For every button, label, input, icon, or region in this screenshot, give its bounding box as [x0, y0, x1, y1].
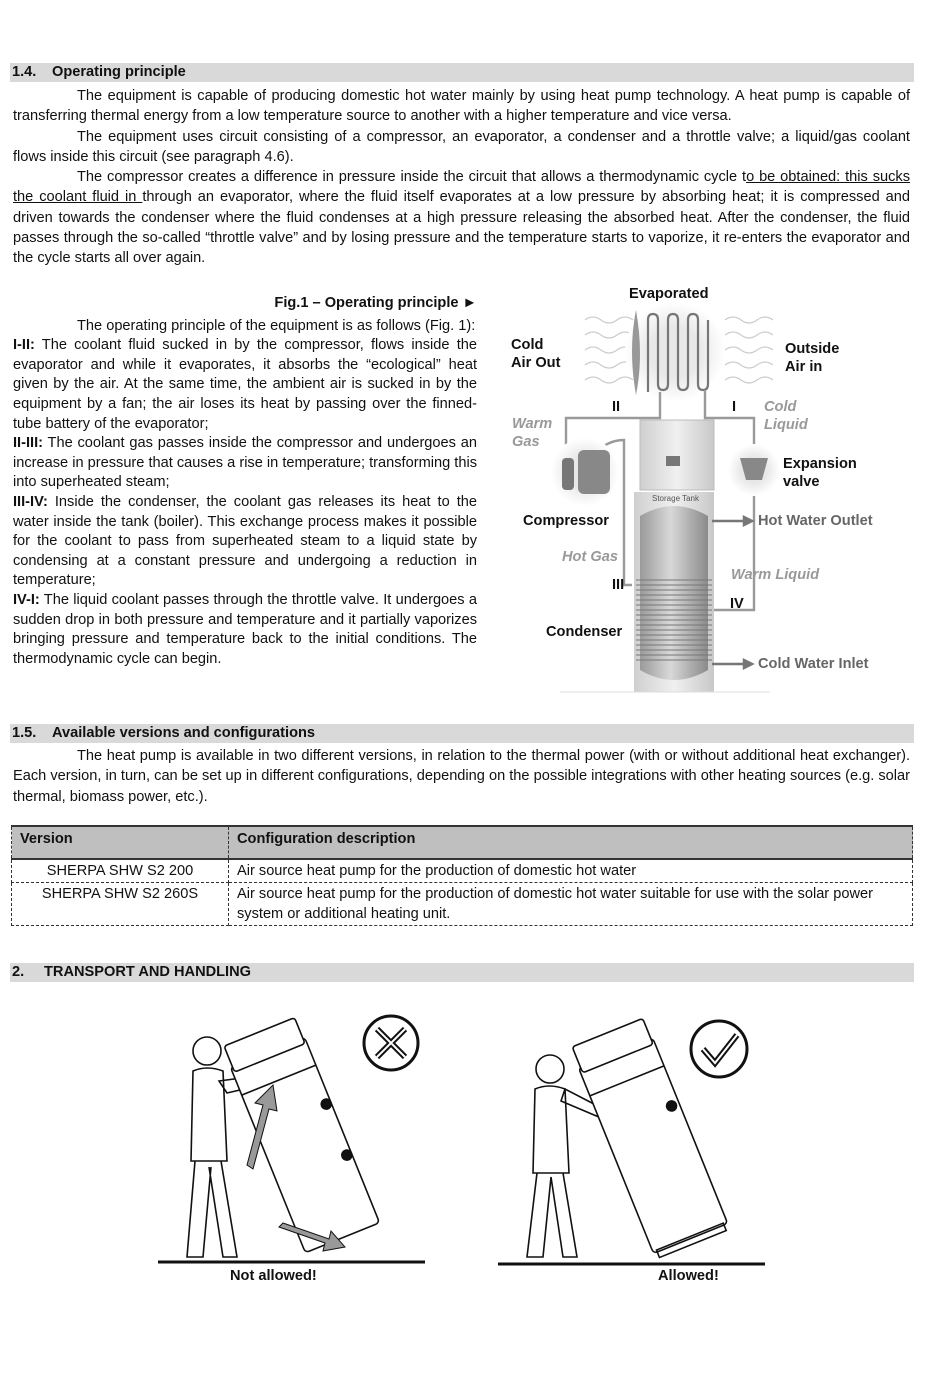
worker-head: [536, 1055, 564, 1083]
step-item: III-IV: Inside the condenser, the coolant gas releases its heat to the water inside the tank (boiler). This exchange process makes it possible for the coolant to pass from superheated steam to a liquid state by condensing at a constant pressure and undergoing a reduction in temperature;: [13, 493, 477, 589]
label-cold-water-inlet: Cold Water Inlet: [758, 656, 869, 672]
not-allowed-caption: Not allowed!: [230, 1268, 317, 1284]
steps-intro: The operating principle of the equipment is as follows (Fig. 1):: [77, 317, 476, 334]
evaporator-halo: [625, 302, 725, 402]
water-arrows: [712, 517, 752, 668]
label-stage-II: II: [612, 399, 621, 415]
label-warm-liquid: Warm Liquid: [731, 567, 820, 583]
unit-housing: [640, 420, 714, 490]
section-title: Available versions and configurations: [52, 725, 316, 741]
section-title: TRANSPORT AND HANDLING: [44, 964, 252, 980]
step-item: IV-I: The liquid coolant passes through the throttle valve. It undergoes a sudden drop in both pressure and temperature and it partially vaporizes bringing pressure and temperature back to the initial conditions. The thermodynamic cycle can begin.: [13, 591, 477, 667]
versions-text: [13, 746, 910, 807]
label-cold-air-out: Cold Air Out: [511, 337, 561, 371]
label-cold-liquid: Cold Liquid: [764, 399, 808, 433]
table-cell: Air source heat pump for the production of domestic hot water: [229, 859, 913, 883]
step-item: I-II: The coolant fluid sucked in by the compressor, flows inside the evaporator and while it evaporates, it absorbs the “ecological” heat given by the air. At the same time, the ambient air is sucked in by the equipment by a fan; the air loses its heat by passing over the finned-tube battery of the evaporator;: [13, 337, 477, 432]
label-hot-water-outlet: Hot Water Outlet: [758, 513, 873, 529]
worker-legs: [527, 1173, 577, 1257]
section-header-1-4: [10, 63, 914, 82]
label-evaporated: Evaporated: [629, 286, 709, 302]
column-header: Version: [12, 826, 229, 859]
label-expansion-valve: Expansion valve: [783, 456, 857, 490]
label-stage-III: III: [612, 577, 625, 593]
paragraph: The equipment is capable of producing domestic hot water mainly by using heat pump technology. A heat pump is capable of transferring thermal energy from a low temperature source to another with a higher temperature and vice versa.: [13, 88, 910, 125]
table-row: [12, 859, 913, 883]
label-compressor: Compressor: [523, 513, 609, 529]
paragraph: The equipment uses circuit consisting of a compressor, an evaporator, a condenser and a throttle valve; a liquid/gas coolant flows inside this circuit (see paragraph 4.6).: [13, 128, 910, 165]
cross-icon: [364, 1016, 418, 1070]
figure-caption: Fig.1 – Operating principle ►: [274, 295, 477, 311]
not-allowed-illustration: [155, 1005, 430, 1270]
worker-torso: [191, 1068, 227, 1161]
label-stage-IV: IV: [730, 596, 744, 612]
evaporator-coil: [648, 314, 708, 392]
table-cell: Air source heat pump for the production of domestic hot water suitable for use with the solar power system or additional heating unit.: [229, 883, 913, 926]
worker-head: [193, 1037, 221, 1065]
table-cell: SHERPA SHW S2 260S: [12, 883, 229, 926]
section-number: 2.: [12, 964, 25, 980]
water-heater: [222, 1017, 379, 1253]
paragraph: The heat pump is available in two different versions, in relation to the thermal power (with or without additional heat exchanger). Each version, in turn, can be set up in different configurations, depending on the possible integrations with other heating sources (e.g. solar thermal, biomass power, etc.).: [13, 748, 910, 805]
worker-legs: [187, 1161, 237, 1257]
paragraph: The compressor creates a difference in pressure inside the circuit that allows a thermodynamic cycle to be obtained: this sucks the coolant fluid in through an evaporator, where the fluid itself evaporates at a low pressure by absorbing heat; it is compressed and driven towards the condenser where the fluid condenses at a high pressure releasing the absorbed heat. After the condenser, the fluid passes through the so-called “throttle valve” and by losing pressure and the temperature starts to vaporize, it re-enters the evaporator and the cycle starts all over again.: [13, 169, 910, 267]
worker-torso: [533, 1086, 569, 1173]
section-title: Operating principle: [52, 64, 186, 80]
control-panel: [666, 456, 680, 466]
storage-tank: [640, 506, 708, 680]
column-header: Configuration description: [229, 826, 913, 859]
label-warm-gas: Warm Gas: [512, 416, 553, 450]
section-header-2: [10, 963, 914, 982]
step-item: II-III: The coolant gas passes inside the compressor and undergoes an increase in pressure that causes a rise in temperature; transforming this into superheated steam;: [13, 435, 477, 491]
allowed-caption: Allowed!: [658, 1268, 719, 1284]
section-number: 1.4.: [12, 64, 37, 80]
table-row: [12, 883, 913, 926]
label-hot-gas: Hot Gas: [562, 549, 618, 565]
allowed-illustration: [495, 1005, 770, 1270]
storage-tank-label: Storage Tank: [652, 494, 699, 503]
section-header-1-5: [10, 724, 914, 743]
table-cell: SHERPA SHW S2 200: [12, 859, 229, 883]
check-icon: [691, 1021, 747, 1077]
table-header-row: [12, 826, 913, 859]
label-outside-air-in: Outside Air in: [785, 341, 840, 375]
operating-steps: [13, 294, 477, 669]
label-condenser: Condenser: [546, 624, 623, 640]
section-number: 1.5.: [12, 725, 37, 741]
operating-principle-text: [13, 86, 910, 269]
configuration-table: [11, 825, 913, 926]
label-stage-I: I: [732, 399, 737, 415]
